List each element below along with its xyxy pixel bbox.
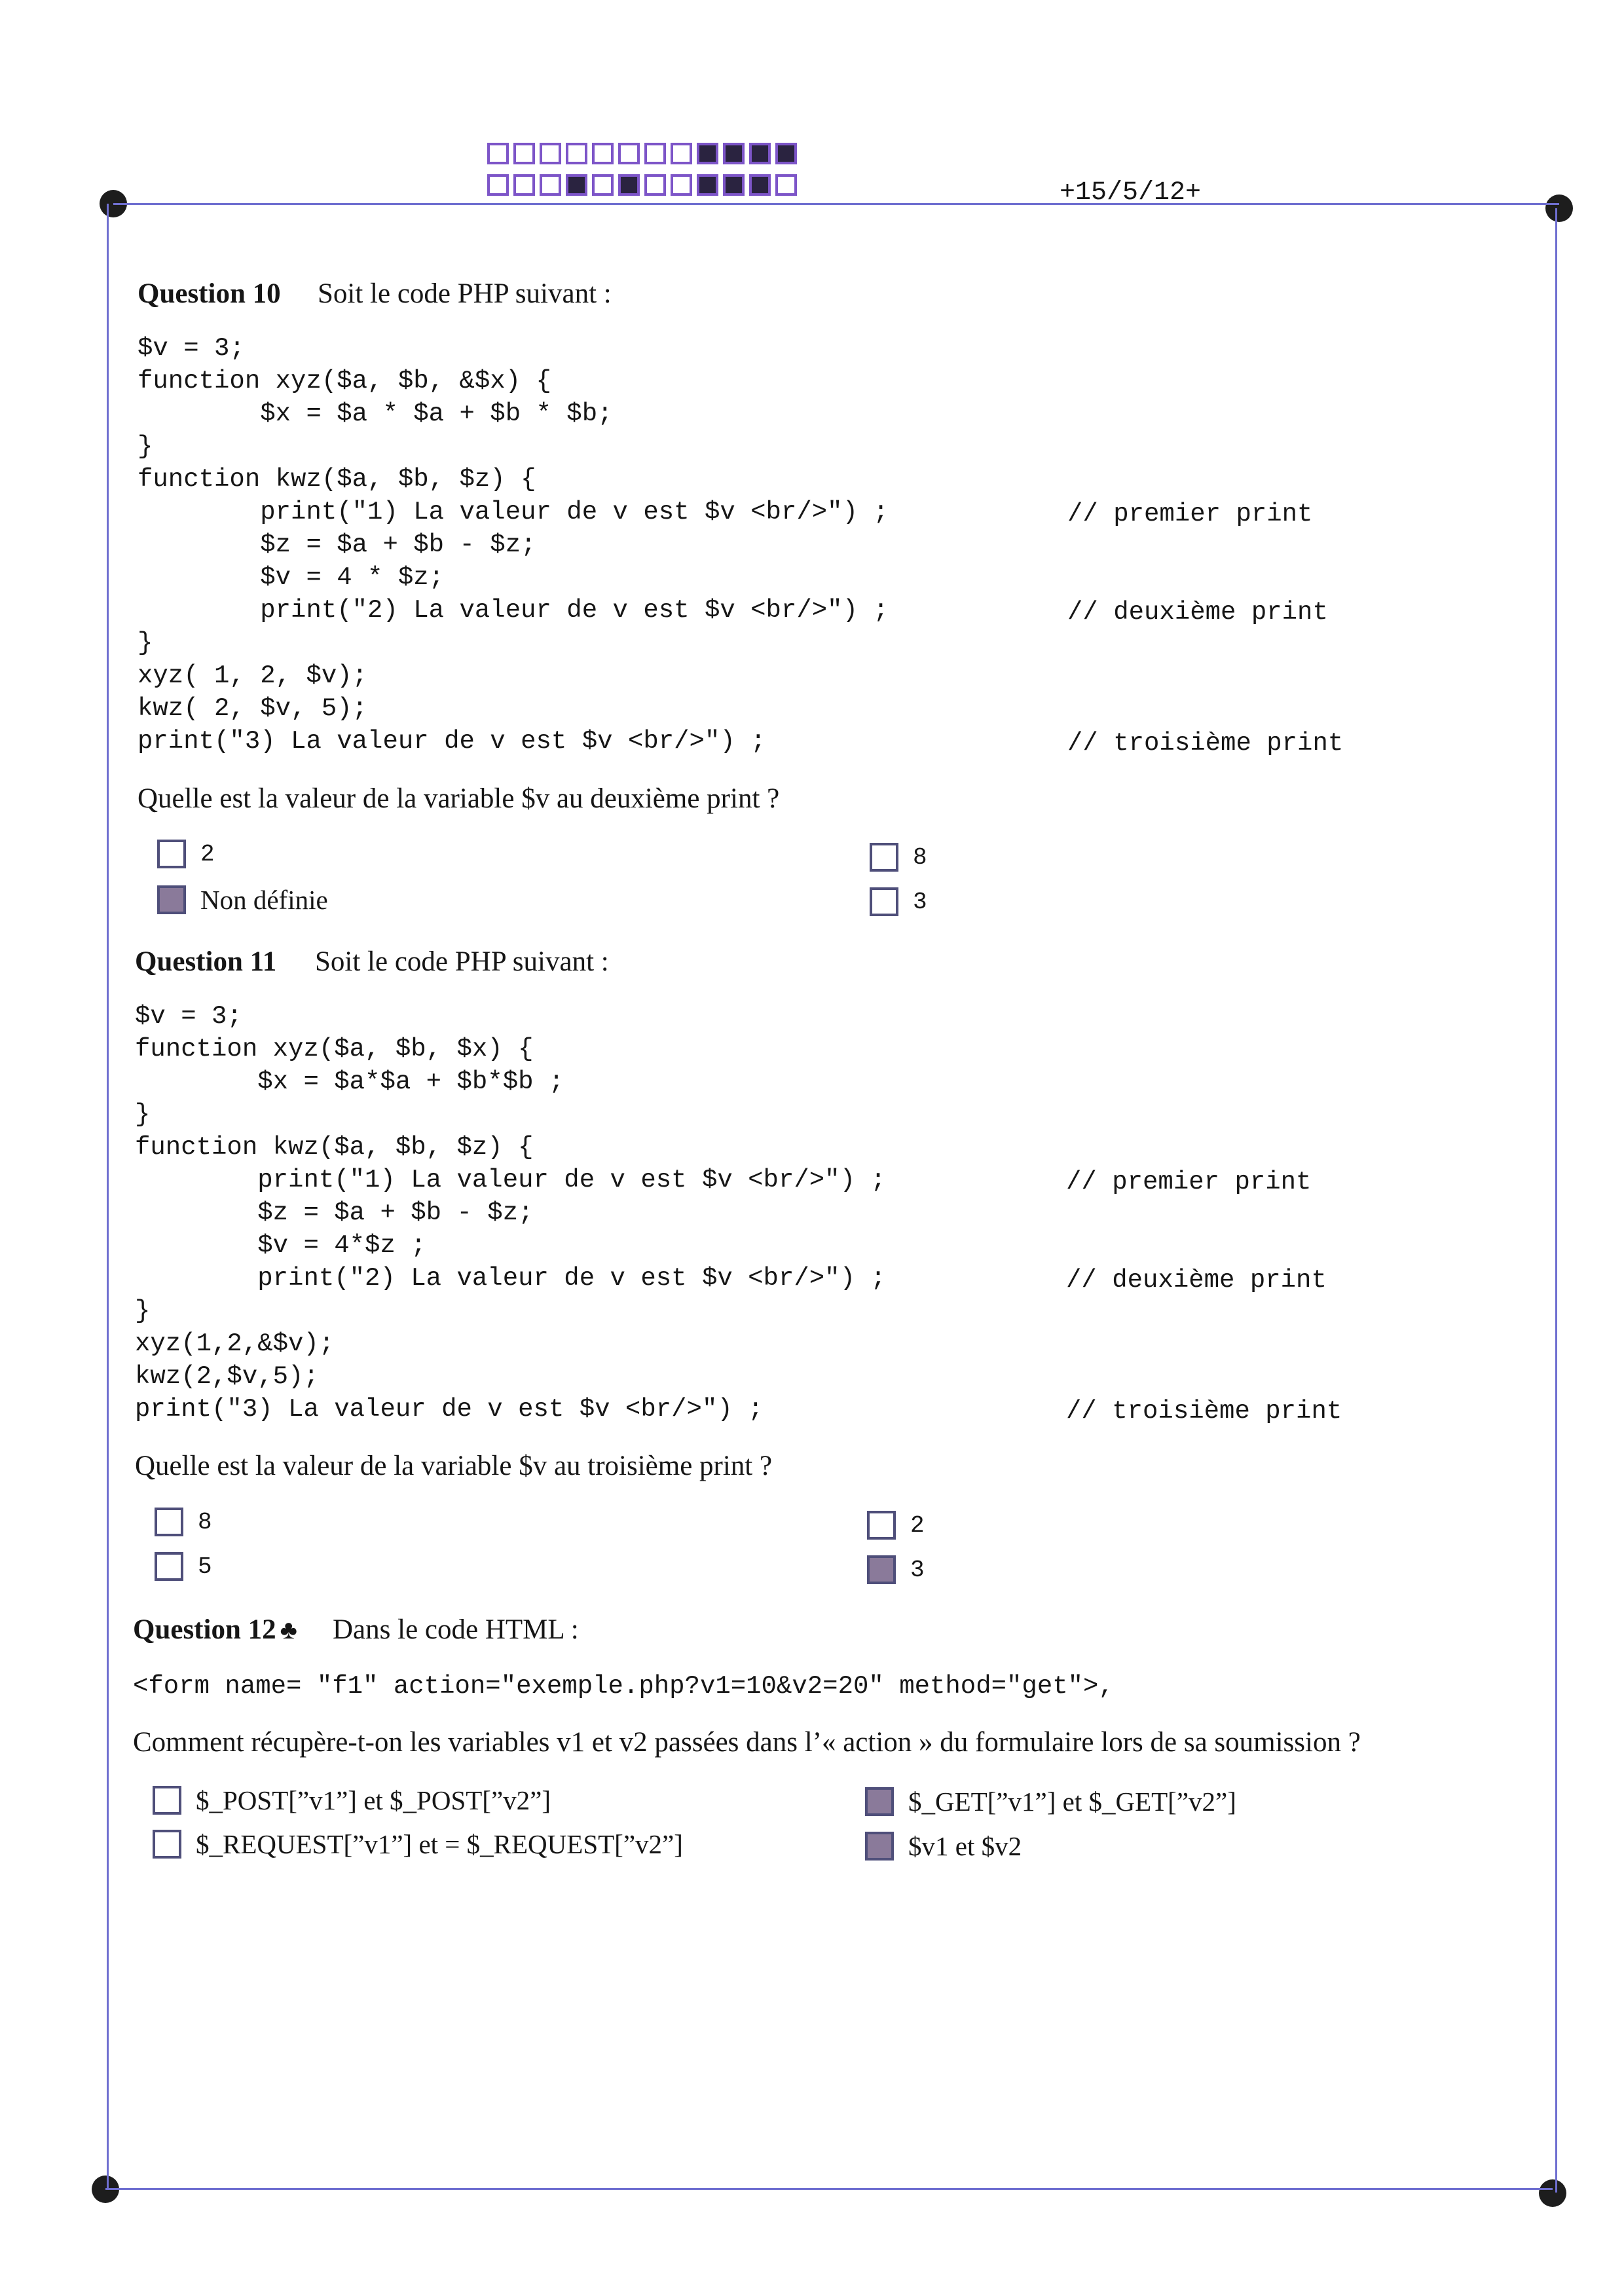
option-label: 3 xyxy=(913,888,927,916)
code-line: function xyz($a, $b, $x) { xyxy=(135,1035,534,1064)
binary-code-bar-1 xyxy=(487,143,797,164)
frame-right xyxy=(1555,208,1557,2193)
corner-mark-top-right xyxy=(1545,194,1573,222)
code-cell-filled xyxy=(749,143,771,164)
answer-checkbox-checked[interactable] xyxy=(157,885,186,914)
code-cell-filled xyxy=(723,143,745,164)
option-label: $v1 et $v2 xyxy=(908,1831,1022,1861)
option-label: $_POST[”v1”] et $_POST[”v2”] xyxy=(196,1785,551,1815)
answer-checkbox[interactable] xyxy=(870,843,898,872)
option-label: $_REQUEST[”v1”] et = $_REQUEST[”v2”] xyxy=(196,1829,683,1859)
page-id: +15/5/12+ xyxy=(1060,178,1202,208)
option-label: 3 xyxy=(910,1556,925,1583)
q11-option[interactable] xyxy=(867,1511,925,1540)
code-comment: // troisième print xyxy=(1066,1397,1342,1426)
option-label: 2 xyxy=(910,1511,925,1539)
code-comment: // premier print xyxy=(1066,1168,1312,1196)
q10-option[interactable] xyxy=(157,884,328,916)
question-10-intro: Soit le code PHP suivant : xyxy=(318,278,612,309)
code-line: xyz(1,2,&$v); xyxy=(135,1329,335,1358)
code-cell-empty xyxy=(644,174,666,196)
q12-option[interactable] xyxy=(153,1828,683,1860)
frame-bottom xyxy=(105,2188,1553,2190)
code-line: $x = $a*$a + $b*$b ; xyxy=(135,1067,564,1096)
question-11-text: Quelle est la valeur de la variable $v au troisième print ? xyxy=(135,1451,773,1481)
option-label: 2 xyxy=(200,840,215,868)
code-cell-filled xyxy=(749,174,771,196)
code-line: $x = $a * $a + $b * $b; xyxy=(138,399,613,428)
code-cell-empty xyxy=(487,174,509,196)
q11-option[interactable] xyxy=(155,1508,212,1536)
code-line: print("2) La valeur de v est $v <br/>") ; xyxy=(138,596,889,625)
code-cell-empty xyxy=(775,174,797,196)
q11-option[interactable] xyxy=(867,1555,925,1584)
answer-checkbox-checked[interactable] xyxy=(867,1555,896,1584)
q10-option[interactable] xyxy=(157,840,215,868)
answer-checkbox[interactable] xyxy=(870,887,898,916)
code-cell-empty xyxy=(540,174,561,196)
code-line: function kwz($a, $b, $z) { xyxy=(138,465,536,494)
question-10-header xyxy=(138,278,612,310)
code-cell-empty xyxy=(513,143,535,164)
code-cell-empty xyxy=(487,143,509,164)
code-line: print("1) La valeur de v est $v <br/>") ; xyxy=(135,1166,886,1194)
code-line: $z = $a + $b - $z; xyxy=(135,1198,534,1227)
code-line: $v = 4*$z ; xyxy=(135,1231,426,1260)
answer-checkbox[interactable] xyxy=(153,1786,181,1815)
code-line: $v = 4 * $z; xyxy=(138,563,445,592)
frame-top xyxy=(113,203,1559,205)
code-line: } xyxy=(138,432,153,461)
code-cell-empty xyxy=(671,174,692,196)
code-line: print("3) La valeur de v est $v <br/>") ; xyxy=(138,727,766,756)
code-line: print("1) La valeur de v est $v <br/>") ; xyxy=(138,498,889,527)
answer-checkbox[interactable] xyxy=(155,1552,183,1581)
code-cell-empty xyxy=(644,143,666,164)
frame-left xyxy=(107,204,109,2188)
code-cell-filled xyxy=(566,174,587,196)
code-cell-filled xyxy=(697,143,718,164)
html-code-line: <form name= "f1" action="exemple.php?v1=10&v2=20" method="get">, xyxy=(133,1672,1114,1701)
code-cell-empty xyxy=(540,143,561,164)
question-10-text: Quelle est la valeur de la variable $v au deuxième print ? xyxy=(138,783,780,814)
question-11-header xyxy=(135,946,609,978)
code-line: $v = 3; xyxy=(135,1002,242,1031)
code-line: kwz( 2, $v, 5); xyxy=(138,694,368,723)
answer-checkbox[interactable] xyxy=(153,1830,181,1859)
code-line: kwz(2,$v,5); xyxy=(135,1362,319,1391)
question-12-intro: Dans le code HTML : xyxy=(333,1614,579,1645)
option-label: 8 xyxy=(913,843,927,871)
code-cell-filled xyxy=(723,174,745,196)
question-12-text: Comment récupère-t-on les variables v1 et v2 passées dans l’« action » du formulaire lors de sa soumission ? xyxy=(133,1727,1361,1758)
code-cell-empty xyxy=(618,143,640,164)
corner-mark-bottom-right xyxy=(1539,2179,1566,2207)
code-cell-empty xyxy=(671,143,692,164)
code-line: xyz( 1, 2, $v); xyxy=(138,661,368,690)
code-cell-empty xyxy=(566,143,587,164)
code-comment: // deuxième print xyxy=(1067,598,1328,627)
option-label: 5 xyxy=(198,1553,212,1580)
code-line: $v = 3; xyxy=(138,334,245,363)
code-line: } xyxy=(135,1297,151,1325)
q12-option[interactable] xyxy=(153,1785,551,1816)
question-10-label: Question 10 xyxy=(138,278,281,309)
q10-option[interactable] xyxy=(870,843,927,872)
question-12-label: Question 12 xyxy=(133,1614,276,1645)
code-line: } xyxy=(135,1100,151,1129)
code-cell-empty xyxy=(513,174,535,196)
option-label: $_GET[”v1”] et $_GET[”v2”] xyxy=(908,1787,1236,1817)
q10-option[interactable] xyxy=(870,887,927,916)
binary-code-bar-2 xyxy=(487,174,797,196)
code-line: print("2) La valeur de v est $v <br/>") ; xyxy=(135,1264,886,1293)
answer-checkbox[interactable] xyxy=(155,1508,183,1536)
code-line: print("3) La valeur de v est $v <br/>") ; xyxy=(135,1395,764,1424)
answer-checkbox[interactable] xyxy=(157,840,186,868)
q12-option[interactable] xyxy=(865,1786,1236,1817)
code-comment: // premier print xyxy=(1067,500,1313,528)
multiple-answer-club-icon: ♣ xyxy=(280,1615,297,1644)
option-label: Non définie xyxy=(200,885,328,915)
answer-checkbox-checked[interactable] xyxy=(865,1787,894,1816)
code-cell-filled xyxy=(697,174,718,196)
code-cell-filled xyxy=(775,143,797,164)
code-line: function kwz($a, $b, $z) { xyxy=(135,1133,534,1162)
q11-option[interactable] xyxy=(155,1552,212,1581)
question-11-label: Question 11 xyxy=(135,946,277,977)
answer-checkbox-checked[interactable] xyxy=(865,1832,894,1861)
q12-option[interactable] xyxy=(865,1830,1022,1862)
code-cell-empty xyxy=(592,174,614,196)
option-label: 8 xyxy=(198,1508,212,1536)
code-cell-empty xyxy=(592,143,614,164)
answer-checkbox[interactable] xyxy=(867,1511,896,1540)
code-comment: // troisième print xyxy=(1067,729,1344,758)
code-line: } xyxy=(138,629,153,657)
question-12-header xyxy=(133,1614,579,1646)
code-line: $z = $a + $b - $z; xyxy=(138,530,536,559)
code-line: function xyz($a, $b, &$x) { xyxy=(138,367,551,396)
question-11-intro: Soit le code PHP suivant : xyxy=(315,946,609,977)
code-cell-filled xyxy=(618,174,640,196)
code-comment: // deuxième print xyxy=(1066,1266,1327,1295)
